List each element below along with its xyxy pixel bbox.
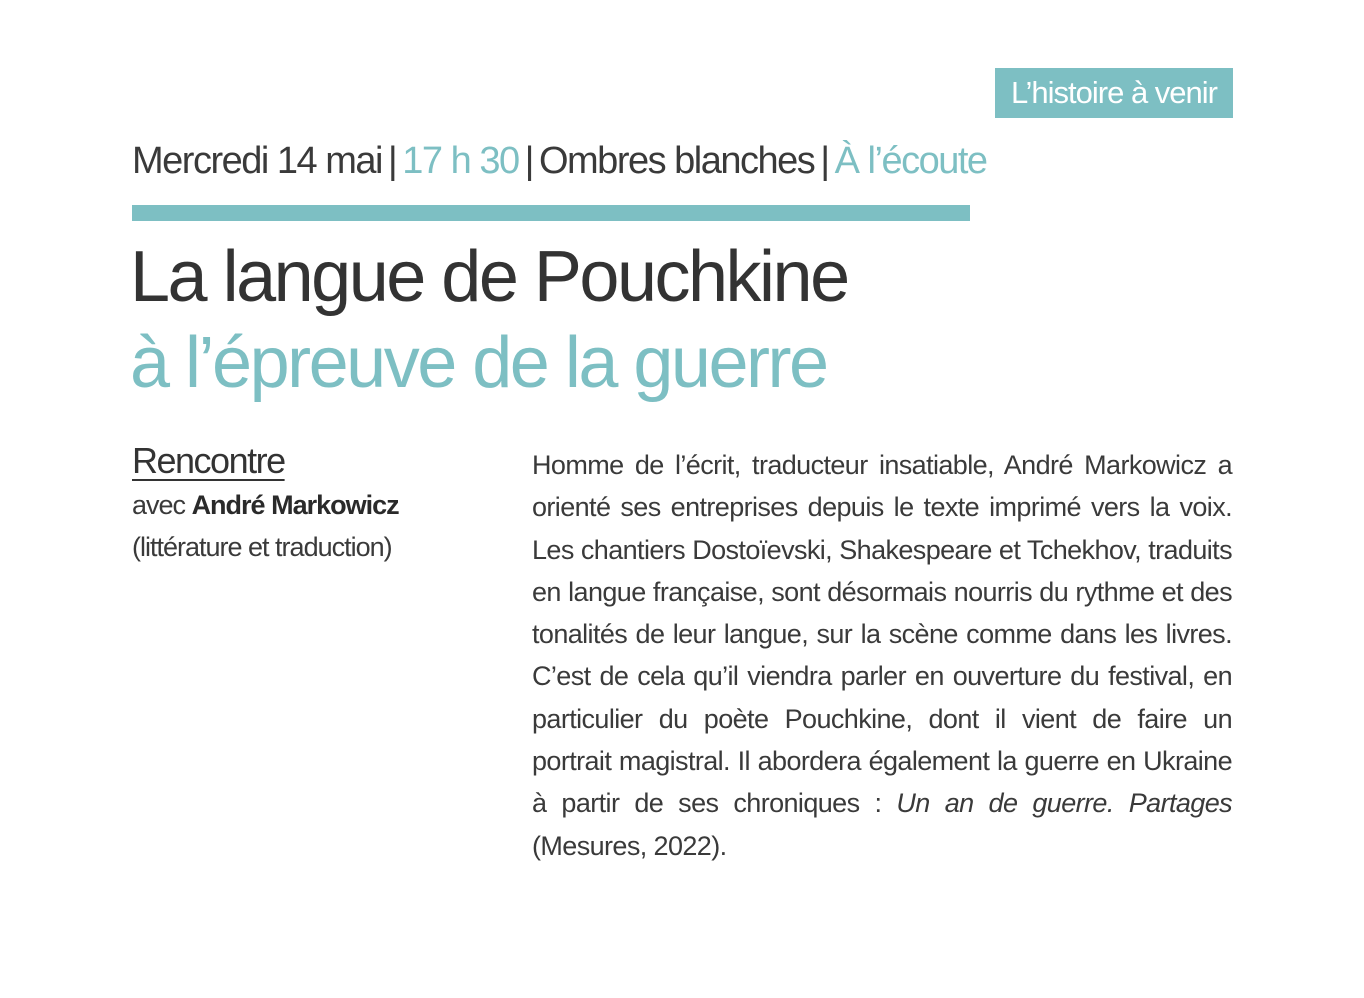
event-venue: Ombres blanches bbox=[538, 140, 815, 182]
section-tag: L’histoire à venir bbox=[995, 68, 1233, 118]
event-date: Mercredi 14 mai bbox=[132, 140, 382, 182]
book-title: Un an de guerre. Partages bbox=[896, 788, 1233, 819]
title-line-2: à l’épreuve de la guerre bbox=[130, 323, 827, 403]
event-sidebar bbox=[132, 438, 492, 568]
guest-prefix: avec bbox=[132, 490, 186, 520]
separator: | bbox=[387, 140, 397, 182]
title-line-1: La langue de Pouchkine bbox=[130, 237, 848, 317]
book-publisher: (Mesures, 2022). bbox=[532, 830, 727, 861]
event-series: À l’écoute bbox=[834, 140, 987, 182]
event-description bbox=[532, 444, 1232, 867]
separator: | bbox=[820, 140, 829, 182]
separator: | bbox=[524, 140, 533, 182]
guest-domain: (littérature et traduction) bbox=[132, 532, 392, 562]
guest-line bbox=[132, 484, 492, 526]
event-time: 17 h 30 bbox=[402, 140, 519, 182]
event-meta bbox=[132, 140, 987, 183]
description-text: Homme de l’écrit, traducteur insatiable, André Markowicz a orienté ses entreprises depuis le texte imprimé vers la voix. Les chantiers Dostoïevski, Shakespeare et Tchekhov, traduits en langue française, sont désormais nourris du rythme et des tonalités de leur langue, sur la scène comme dans les livres. C’est de cela qu’il viendra parler en ouverture du festival, en particulier du poète Pouchkine, dont il vient de faire un portrait magistral. Il abordera également la guerre en Ukraine à partir de ses chroniques : bbox=[532, 450, 1232, 819]
guest-name: André Markowicz bbox=[191, 490, 399, 520]
accent-rule bbox=[132, 205, 970, 221]
event-kind: Rencontre bbox=[132, 440, 285, 481]
